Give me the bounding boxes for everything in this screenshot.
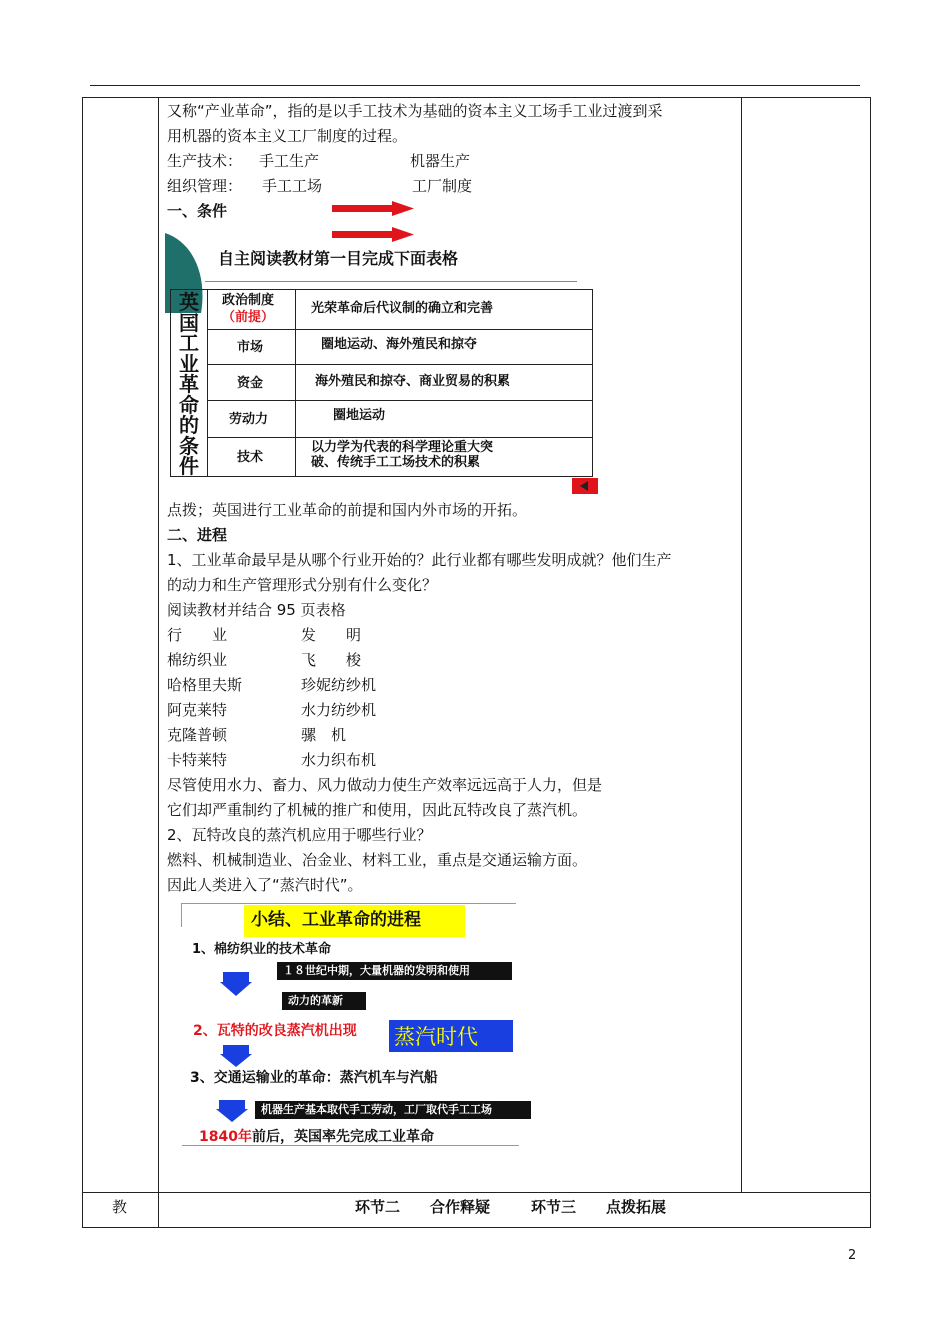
- invention-industry: 卡特莱特: [167, 751, 228, 769]
- invention-industry: 棉纺织业: [167, 651, 228, 669]
- summary-left-rule: [181, 903, 182, 927]
- summary-box-1: １８世纪中期，大量机器的发明和使用: [277, 962, 512, 980]
- read-instruction: 阅读教材并结合 95 页表格: [167, 601, 346, 619]
- summary-title: 小结、工业革命的进程: [251, 910, 421, 930]
- summary-step-2: 2、瓦特的改良蒸汽机出现: [193, 1023, 357, 1039]
- steam-age-label: 蒸汽时代: [394, 1025, 478, 1049]
- row-value-2: 破、传统手工工场技术的积累: [311, 455, 481, 470]
- footer-left-cell: 教: [112, 1198, 128, 1216]
- conditions-col1-border: [207, 289, 208, 477]
- intro-line-1: 又称“产业革命”，指的是以手工技术为基础的资本主义工场手工业过渡到采: [167, 102, 663, 120]
- down-arrow-icon: [216, 1100, 248, 1122]
- org-from: 手工工场: [262, 177, 323, 195]
- invention-name: 发 明: [301, 626, 362, 644]
- invention-name: 水力纺纱机: [301, 701, 377, 719]
- back-icon[interactable]: [572, 478, 598, 494]
- paragraph-2: 它们却严重制约了机械的推广和使用，因此瓦特改良了蒸汽机。: [167, 801, 588, 819]
- row-value: 海外殖民和掠夺、商业贸易的积累: [315, 374, 511, 389]
- invention-industry: 克隆普顿: [167, 726, 228, 744]
- summary-box-3: 机器生产基本取代手工劳动，工厂取代手工工场: [255, 1101, 531, 1119]
- intro-line-2: 用机器的资本主义工厂制度的过程。: [167, 127, 408, 145]
- row-label: 政治制度: [222, 293, 275, 308]
- invention-industry: 哈格里夫斯: [167, 676, 243, 694]
- conditions-row-border: [207, 400, 593, 401]
- summary-step-3: 3、交通运输业的革命：蒸汽机车与汽船: [190, 1070, 438, 1086]
- red-arrow-icons: [330, 201, 416, 245]
- org-label: 组织管理：: [167, 177, 243, 195]
- row-value: 圈地运动: [333, 408, 386, 423]
- footer-row-border: [82, 1192, 871, 1193]
- summary-step-1: 1、棉纺织业的技术革命: [192, 942, 332, 957]
- summary-box-2: 动力的革新: [282, 992, 366, 1010]
- invention-name: 骡 机: [301, 726, 347, 744]
- tech-label: 生产技术：: [167, 152, 243, 170]
- section1-note: 点拨；英国进行工业革命的前提和国内外市场的开拓。: [167, 501, 528, 519]
- section1-title: 一、条件: [167, 202, 228, 220]
- summary-bottom-rule: [182, 1145, 519, 1146]
- row-label: 劳动力: [229, 412, 269, 427]
- tech-from: 手工生产: [259, 152, 320, 170]
- row-label: 市场: [237, 340, 264, 355]
- q1-line-1: 1、工业革命最早是从哪个行业开始的？此行业都有哪些发明成就？他们生产: [167, 551, 672, 569]
- summary-top-rule: [182, 903, 516, 904]
- row-sub-label: （前提）: [222, 310, 275, 325]
- invention-industry: 行 业: [167, 626, 228, 644]
- answer-2: 燃料、机械制造业、冶金业、材料工业，重点是交通运输方面。: [167, 851, 588, 869]
- conditions-row-border: [207, 364, 593, 365]
- page-number: 2: [848, 1248, 857, 1263]
- conditions-row-border: [207, 329, 593, 330]
- tech-to: 机器生产: [410, 152, 471, 170]
- stage-3-name: 点拨拓展: [606, 1198, 667, 1216]
- row-label: 技术: [237, 450, 264, 465]
- invention-industry: 阿克莱特: [167, 701, 228, 719]
- stage-2-name: 合作释疑: [430, 1198, 491, 1216]
- row-value: 以力学为代表的科学理论重大突: [311, 440, 494, 455]
- side-title: 英国工业革命的条件: [179, 290, 199, 478]
- invention-name: 珍妮纺纱机: [301, 676, 377, 694]
- row-label: 资金: [237, 376, 264, 391]
- down-arrow-icon: [220, 972, 252, 996]
- invention-name: 水力织布机: [301, 751, 377, 769]
- summary-final-year: 1840年: [199, 1129, 252, 1145]
- question-2: 2、瓦特改良的蒸汽机应用于哪些行业？: [167, 826, 432, 844]
- conditions-col2-border: [295, 289, 296, 477]
- section2-title: 二、进程: [167, 526, 228, 544]
- paragraph-1: 尽管使用水力、畜力、风力做动力使生产效率远远高于人力，但是: [167, 776, 603, 794]
- figure-title-rule: [205, 281, 577, 282]
- header-rule: [90, 85, 860, 86]
- invention-name: 飞 梭: [301, 651, 362, 669]
- stage-2-label: 环节二: [355, 1198, 401, 1216]
- stage-3-label: 环节三: [531, 1198, 577, 1216]
- conclusion: 因此人类进入了“蒸汽时代”。: [167, 876, 363, 894]
- row-value: 圈地运动、海外殖民和掠夺: [321, 337, 478, 352]
- conditions-row-border: [207, 437, 593, 438]
- row-value: 光荣革命后代议制的确立和完善: [311, 301, 494, 316]
- q1-line-2: 的动力和生产管理形式分别有什么变化？: [167, 576, 438, 594]
- summary-final-text: 前后，英国率先完成工业革命: [252, 1129, 434, 1145]
- right-column-border: [741, 97, 742, 1192]
- down-arrow-icon: [220, 1045, 252, 1067]
- left-column-border: [158, 97, 159, 1228]
- figure-title: 自主阅读教材第一目完成下面表格: [218, 249, 459, 268]
- org-to: 工厂制度: [412, 177, 473, 195]
